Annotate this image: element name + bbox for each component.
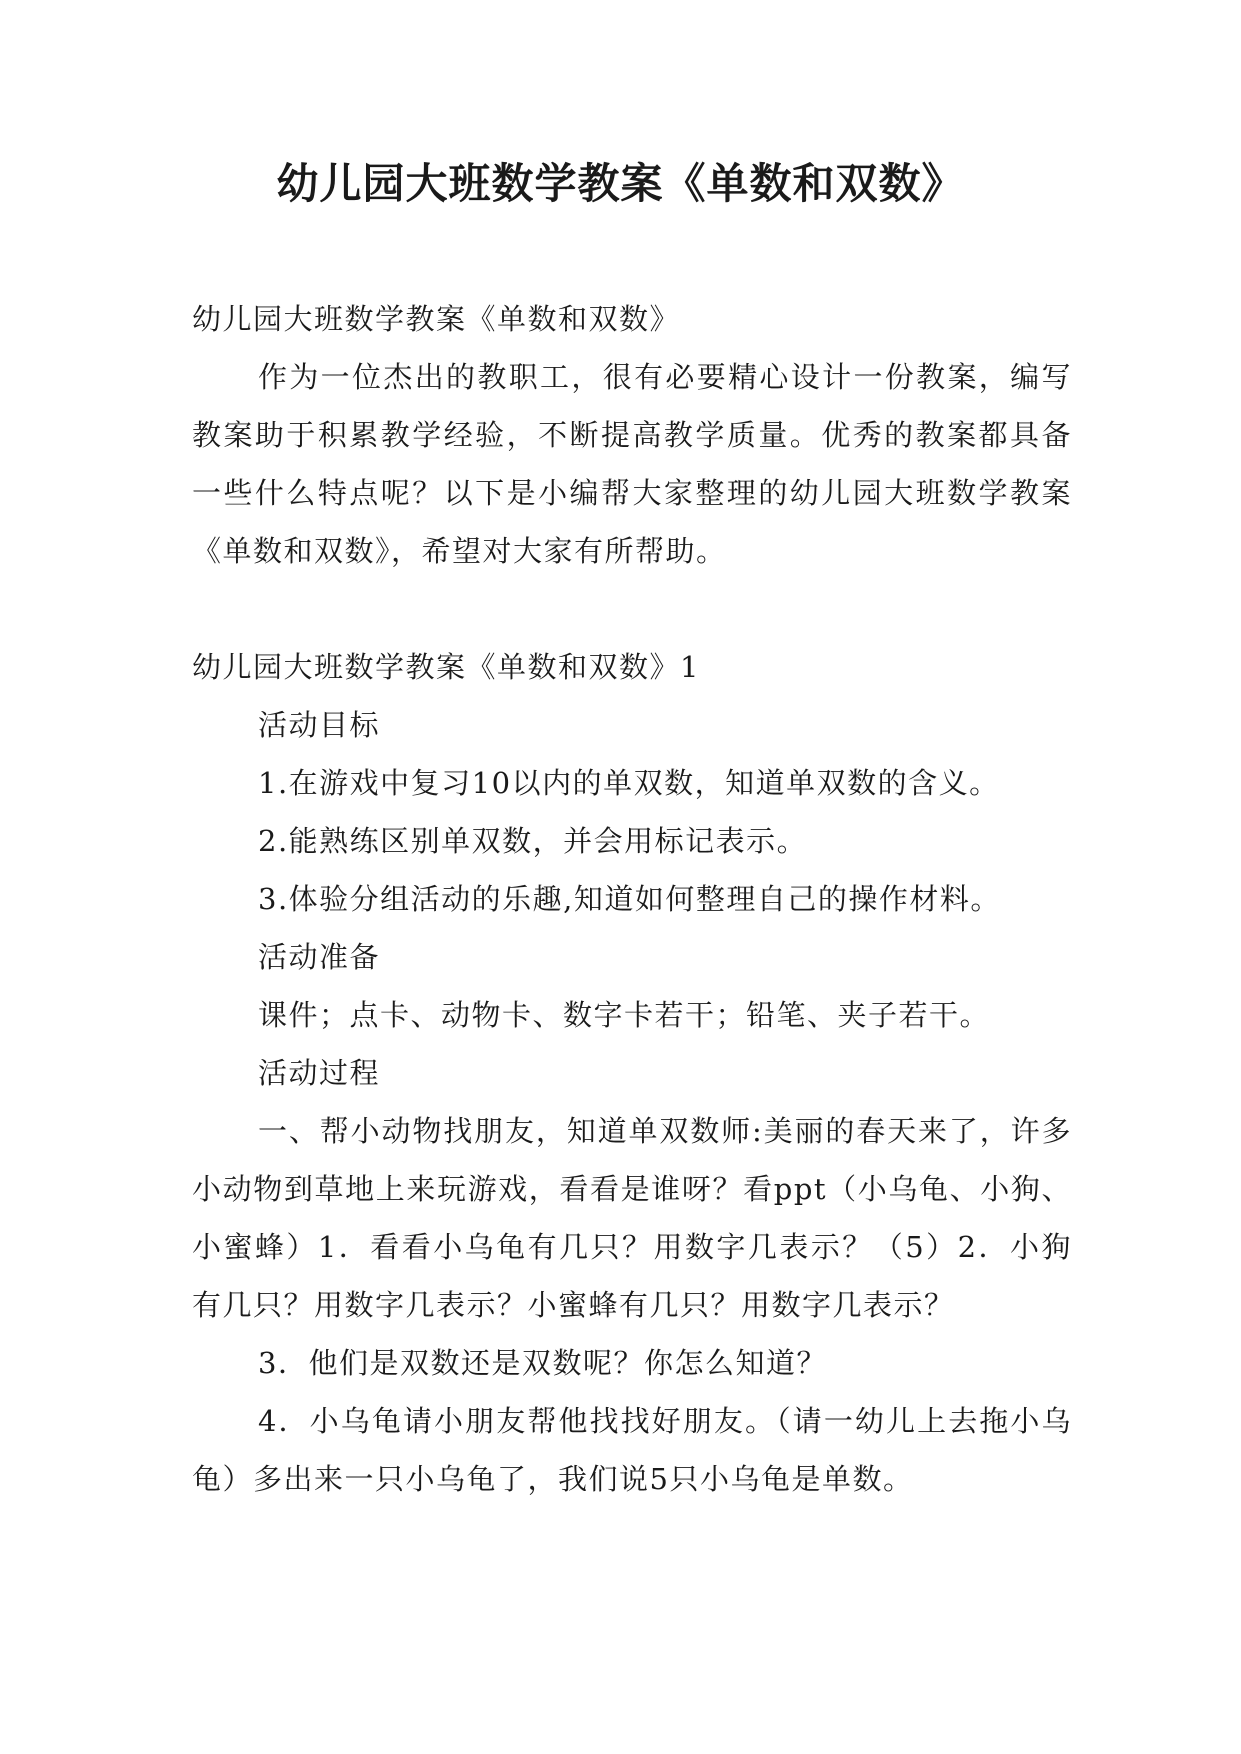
goals-heading: 活动目标 [258,708,381,742]
section-spacer [192,580,1072,638]
intro-heading: 幼儿园大班数学教案《单数和双数》 [192,302,681,336]
document-body [192,290,1072,1508]
process-heading: 活动过程 [258,1056,381,1090]
process-paragraph-3: 4．小乌龟请小朋友帮他找找好朋友。（请一幼儿上去拖小乌龟）多出来一只小乌龟了，我们说5只小乌龟是单数。 [192,1404,1072,1496]
process-paragraph-2: 3．他们是双数还是双数呢？你怎么知道？ [258,1346,827,1380]
goal-item-2: 2.能熟练区别单双数，并会用标记表示。 [258,824,808,858]
prep-heading: 活动准备 [258,940,381,974]
goal-item-3: 3.体验分组活动的乐趣,知道如何整理自己的操作材料。 [258,882,1001,916]
prep-text: 课件；点卡、动物卡、数字卡若干；铅笔、夹子若干。 [258,998,991,1032]
process-paragraph-1: 一、帮小动物找朋友，知道单双数师:美丽的春天来了，许多小动物到草地上来玩游戏，看看是谁呀？看ppt（小乌龟、小狗、小蜜蜂）1．看看小乌龟有几只？用数字几表示？（5）2．小狗有几只？用数字几表示？小蜜蜂有几只？用数字几表示？ [192,1114,1072,1322]
document-title: 幼儿园大班数学教案《单数和双数》 [276,159,965,208]
goal-item-1: 1.在游戏中复习10以内的单双数，知道单双数的含义。 [258,766,1000,800]
intro-paragraph: 作为一位杰出的教职工，很有必要精心设计一份教案，编写教案助于积累教学经验，不断提高教学质量。优秀的教案都具备一些什么特点呢？以下是小编帮大家整理的幼儿园大班数学教案《单数和双数》，希望对大家有所帮助。 [192,360,1072,568]
section-heading: 幼儿园大班数学教案《单数和双数》1 [192,650,700,684]
